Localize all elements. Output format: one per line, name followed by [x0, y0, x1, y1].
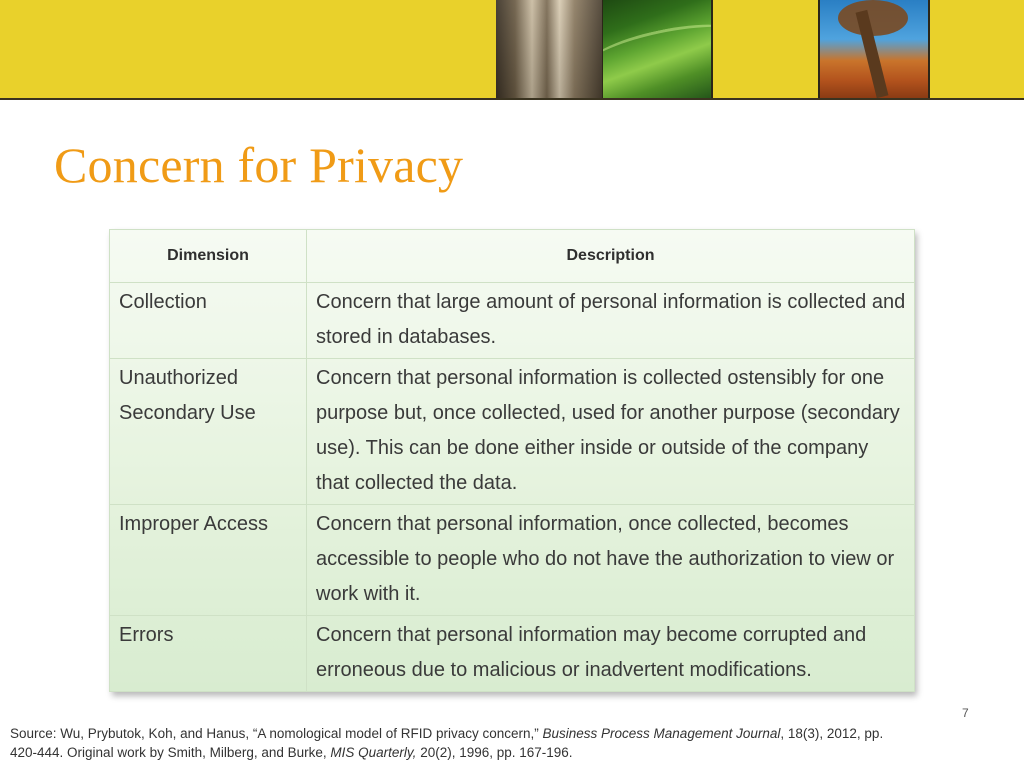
table-header-row	[110, 230, 915, 283]
tree-crown-shape	[838, 0, 908, 36]
source-suffix: 20(2), 1996, pp. 167-196.	[416, 745, 573, 760]
desert-tree-photo	[820, 0, 928, 98]
slide-title: Concern for Privacy	[54, 137, 464, 193]
dimension-cell: Unauthorized Secondary Use	[110, 359, 307, 505]
source-mid: , 18(3), 2012, pp. 420-444. Original work by Smith, Milberg, and Burke,	[10, 726, 884, 760]
description-cell: Concern that personal information, once collected, becomes accessible to people who do not have the authorization to view or work with it.	[307, 505, 915, 616]
dimension-cell: Collection	[110, 283, 307, 359]
description-cell: Concern that personal information may become corrupted and erroneous due to malicious or inadvertent modifications.	[307, 616, 915, 692]
description-cell: Concern that personal information is collected ostensibly for one purpose but, once collected, used for another purpose (secondary use). This can be done either inside or outside of the company that collected the data.	[307, 359, 915, 505]
header-rule	[0, 98, 1024, 100]
dimension-cell: Improper Access	[110, 505, 307, 616]
source-prefix: Source: Wu, Prybutok, Koh, and Hanus, “A nomological model of RFID privacy concern,”	[10, 726, 543, 741]
column-header-dimension: Dimension	[110, 230, 307, 283]
column-header-description: Description	[307, 230, 915, 283]
table-row	[110, 283, 915, 359]
source-citation	[10, 724, 890, 762]
photo-divider	[711, 0, 713, 98]
green-hills-photo	[603, 0, 711, 98]
source-journal-1: Business Process Management Journal	[542, 726, 781, 741]
dimension-cell: Errors	[110, 616, 307, 692]
curtain-window-photo	[496, 0, 602, 98]
privacy-dimensions-table	[109, 229, 915, 692]
description-cell: Concern that large amount of personal information is collected and stored in databases.	[307, 283, 915, 359]
privacy-dimensions-table-wrapper	[109, 229, 914, 692]
table-row	[110, 616, 915, 692]
photo-divider	[928, 0, 930, 98]
page-number: 7	[962, 706, 969, 720]
table-row	[110, 505, 915, 616]
source-journal-2: MIS Quarterly,	[330, 745, 417, 760]
table-row	[110, 359, 915, 505]
